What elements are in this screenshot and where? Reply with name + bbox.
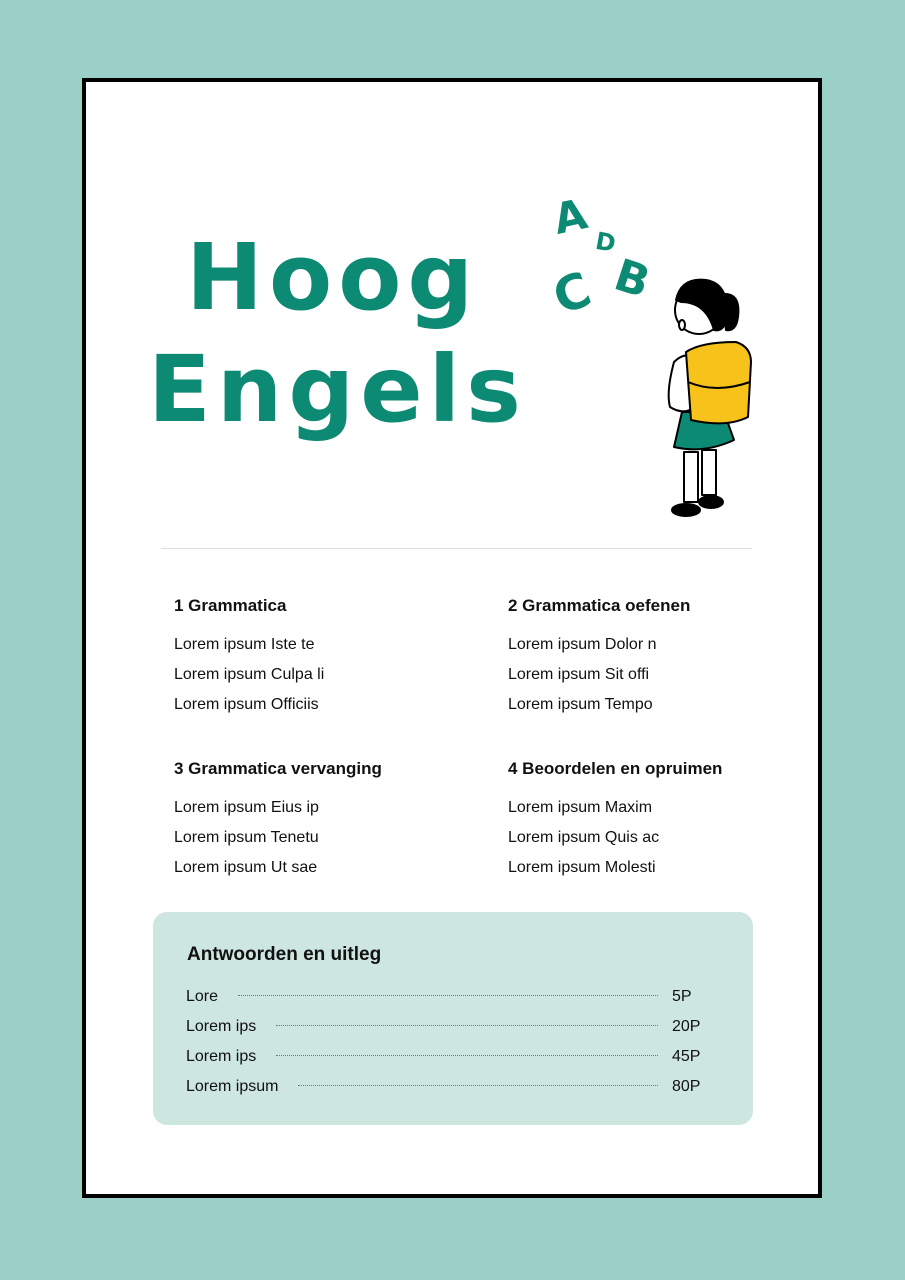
answer-page: 5P (672, 988, 692, 1005)
section-item: Lorem ipsum Maxim (508, 799, 653, 816)
dot-leader (276, 1055, 658, 1056)
dot-leader (298, 1085, 658, 1086)
answers-box (153, 912, 753, 1125)
divider (161, 548, 752, 549)
answer-page: 45P (672, 1048, 701, 1065)
dot-leader (276, 1025, 658, 1026)
answers-heading: Antwoorden en uitleg (187, 944, 382, 965)
title-line-1: Hoog (186, 224, 480, 331)
title-line-2: Engels (148, 336, 527, 443)
answer-row (186, 1077, 706, 1097)
section-4 (508, 759, 828, 889)
answer-row (186, 987, 706, 1007)
section-item: Lorem ipsum Eius ip (174, 799, 319, 816)
section-2 (508, 596, 828, 726)
section-3 (174, 759, 494, 889)
section-item: Lorem ipsum Dolor n (508, 636, 657, 653)
section-heading: 4 Beoordelen en opruimen (508, 759, 723, 778)
answer-label: Lorem ips (186, 1018, 257, 1035)
answer-row (186, 1017, 706, 1037)
answer-page: 80P (672, 1078, 701, 1095)
answer-row (186, 1047, 706, 1067)
section-item: Lorem ipsum Quis ac (508, 829, 660, 846)
section-item: Lorem ipsum Molesti (508, 859, 656, 876)
letter-c-icon: C (546, 261, 599, 327)
section-item: Lorem ipsum Iste te (174, 636, 315, 653)
section-1 (174, 596, 494, 726)
answer-label: Lore (186, 988, 219, 1005)
answer-label: Lorem ipsum (186, 1078, 279, 1095)
section-item: Lorem ipsum Ut sae (174, 859, 318, 876)
section-heading: 1 Grammatica (174, 596, 287, 615)
section-item: Lorem ipsum Culpa li (174, 666, 325, 683)
section-item: Lorem ipsum Sit offi (508, 666, 650, 683)
document-page (82, 78, 822, 1198)
letter-a-icon: A (549, 189, 592, 244)
answer-page: 20P (672, 1018, 701, 1035)
dot-leader (238, 995, 658, 996)
letter-b-icon: B (608, 249, 656, 309)
section-heading: 2 Grammatica oefenen (508, 596, 691, 615)
answer-label: Lorem ips (186, 1048, 257, 1065)
section-item: Lorem ipsum Tempo (508, 696, 653, 713)
section-item: Lorem ipsum Tenetu (174, 829, 319, 846)
section-item: Lorem ipsum Officiis (174, 696, 319, 713)
girl-with-backpack-illustration (526, 182, 766, 527)
letter-d-icon: D (593, 226, 618, 258)
section-heading: 3 Grammatica vervanging (174, 759, 382, 778)
